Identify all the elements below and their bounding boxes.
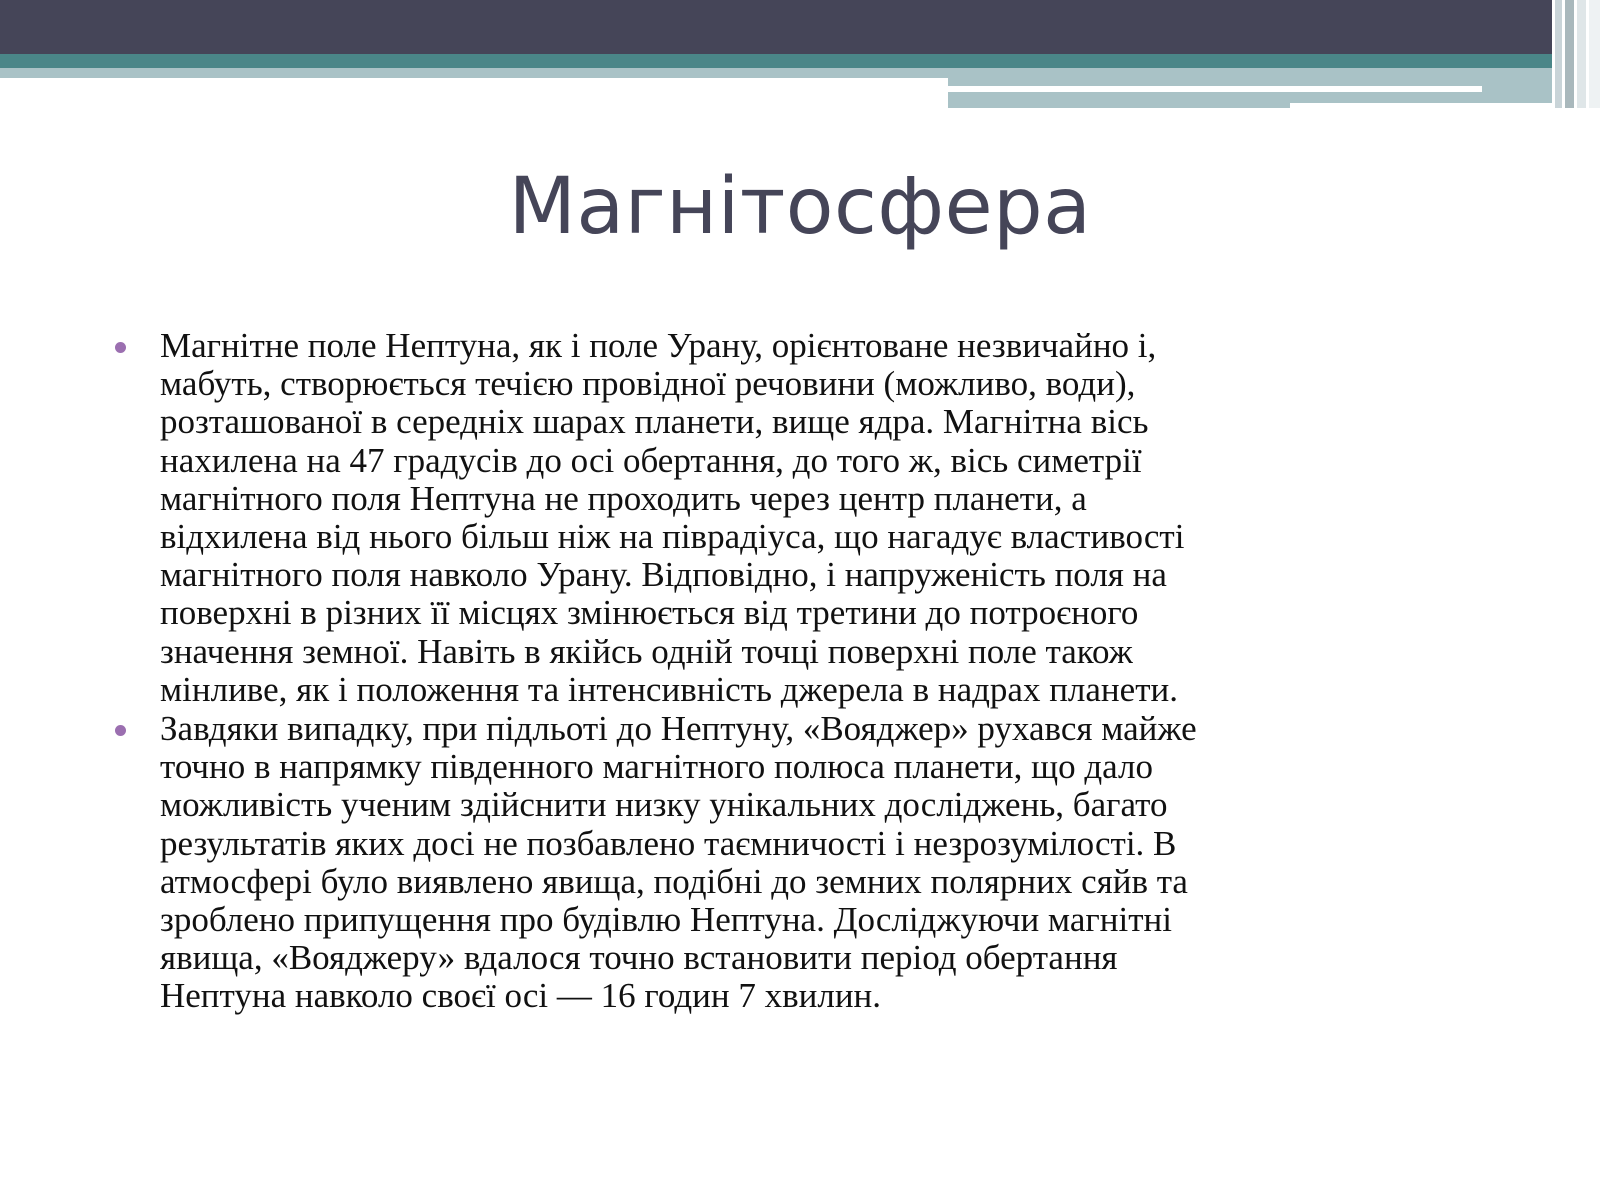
light-accent-band-left: [0, 68, 950, 78]
bullet-text: Магнітне поле Нептуна, як і поле Урану, орієнтоване незвичайно і, мабуть, створюється течією провідної речовини (можливо, води), розташованої в середніх шарах планети, вище ядра. Магнітна вісь нахилена на 47 градусів до осі обертання, до того ж, вісь симетрії магнітного поля Нептуна не проходить через центр планети, а відхилена від нього більш ніж на піврадіуса, що нагадує властивості магнітного поля навколо Урану. Відповідно, і напруженість поля на поверхні в різних її місцях змінюється від третини до потроєного значення земної. Навіть в якійсь одній точці поверхні поле також мінливе, як і положення та інтенсивність джерела в надрах планети.: [160, 326, 1185, 709]
bullet-item: [112, 710, 1492, 1016]
bullet-text: Завдяки випадку, при підльоті до Нептуну, «Вояджер» рухався майже точно в напрямку південного магнітного полюса планети, що дало можливість ученим здійснити низку унікальних досліджень, багато результатів яких досі не позбавлено таємничості і незрозумілості. В атмосфері було виявлено явища, подібні до земних полярних сяйв та зроблено припущення про будівлю Нептуна. Досліджуючи магнітні явища, «Вояджеру» вдалося точно встановити період обертання Нептуна навколо своєї осі — 16 годин 7 хвилин.: [160, 709, 1197, 1016]
bullet-dot-icon: [115, 725, 126, 736]
decorative-line: [948, 86, 1482, 92]
bullet-item: [112, 327, 1492, 709]
teal-accent-band: [0, 54, 1600, 68]
header-band: [0, 0, 1600, 54]
decorative-edge-stripes: [1552, 0, 1600, 108]
bullet-dot-icon: [115, 342, 126, 353]
slide-title: Магнітосфера: [508, 162, 1092, 252]
bullet-list: [112, 327, 1492, 1017]
